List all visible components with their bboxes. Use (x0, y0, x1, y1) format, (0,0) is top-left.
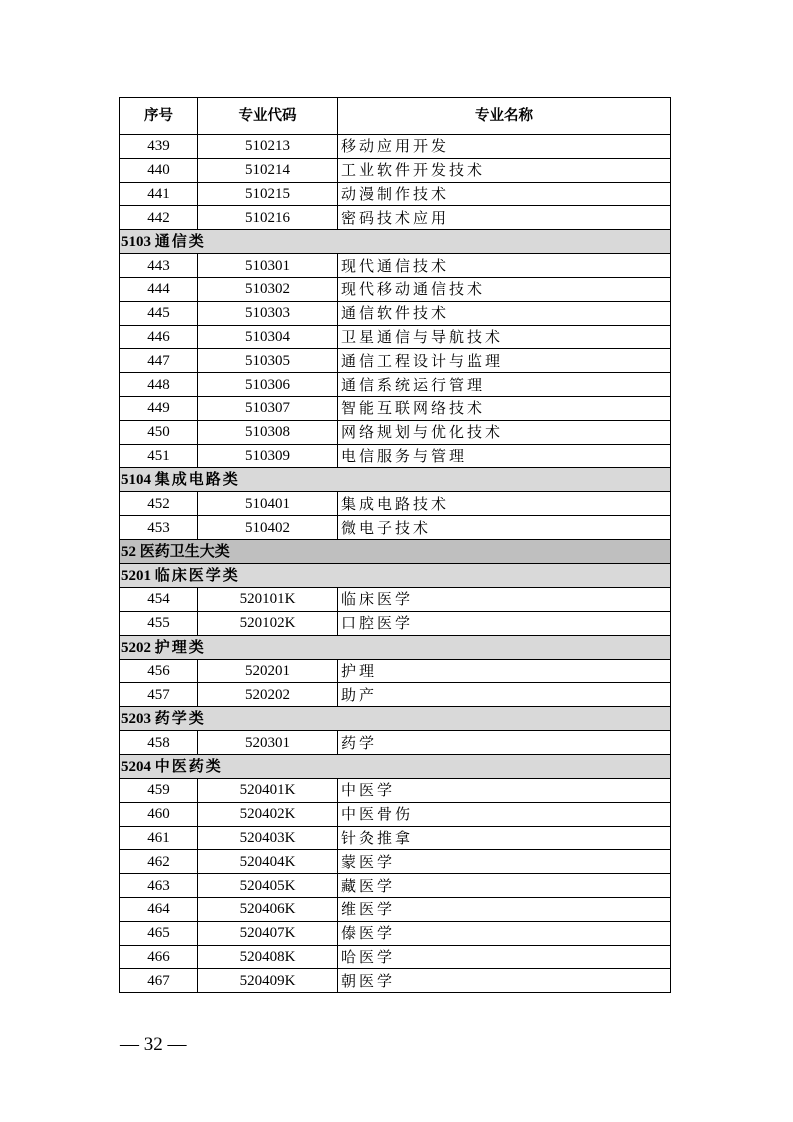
table-row (120, 659, 671, 683)
category-row (120, 754, 671, 778)
category-title (120, 635, 671, 659)
serial-number-cell: 445 (120, 301, 198, 325)
major-catalog-table (119, 97, 671, 993)
major-name-cell: 通信软件技术 (338, 301, 671, 325)
major-name-cell: 卫星通信与导航技术 (338, 325, 671, 349)
category-title (120, 468, 671, 492)
category-row (120, 635, 671, 659)
major-code-cell: 520301 (198, 731, 338, 755)
table-row (120, 945, 671, 969)
serial-number-cell: 440 (120, 158, 198, 182)
table-row (120, 301, 671, 325)
serial-number-cell: 459 (120, 778, 198, 802)
table-row (120, 206, 671, 230)
major-code-cell: 510214 (198, 158, 338, 182)
table-row (120, 420, 671, 444)
serial-number-cell: 444 (120, 277, 198, 301)
category-name: 药学类 (154, 709, 206, 728)
major-name-cell: 药学 (338, 731, 671, 755)
table-body (120, 135, 671, 993)
category-code: 5202 (121, 639, 151, 656)
major-code-cell: 520403K (198, 826, 338, 850)
major-code-cell: 510303 (198, 301, 338, 325)
major-name-cell: 通信工程设计与监理 (338, 349, 671, 373)
serial-number-cell: 443 (120, 254, 198, 278)
major-name-cell: 中医学 (338, 778, 671, 802)
header-major-name: 专业名称 (338, 98, 671, 135)
major-code-cell: 520409K (198, 969, 338, 993)
category-title (120, 230, 671, 254)
table-row (120, 277, 671, 301)
category-name: 临床医学类 (154, 565, 240, 584)
serial-number-cell: 456 (120, 659, 198, 683)
major-code-cell: 520201 (198, 659, 338, 683)
serial-number-cell: 446 (120, 325, 198, 349)
page-number: — 32 — (120, 1034, 187, 1055)
major-name-cell: 集成电路技术 (338, 492, 671, 516)
category-code: 5204 (121, 758, 151, 775)
table-row (120, 516, 671, 540)
category-title (120, 563, 671, 587)
major-name-cell: 助产 (338, 683, 671, 707)
major-code-cell: 520404K (198, 850, 338, 874)
category-name: 护理类 (154, 637, 206, 656)
major-code-cell: 510308 (198, 420, 338, 444)
serial-number-cell: 453 (120, 516, 198, 540)
serial-number-cell: 442 (120, 206, 198, 230)
major-name-cell: 动漫制作技术 (338, 182, 671, 206)
serial-number-cell: 455 (120, 611, 198, 635)
major-code-cell: 510304 (198, 325, 338, 349)
major-name-cell: 通信系统运行管理 (338, 373, 671, 397)
major-name-cell: 哈医学 (338, 945, 671, 969)
major-name-cell: 蒙医学 (338, 850, 671, 874)
table-row (120, 802, 671, 826)
table-row (120, 396, 671, 420)
major-name-cell: 维医学 (338, 897, 671, 921)
table-row (120, 587, 671, 611)
major-code-cell: 520102K (198, 611, 338, 635)
table-row (120, 349, 671, 373)
table-row (120, 731, 671, 755)
major-name-cell: 移动应用开发 (338, 135, 671, 159)
major-name-cell: 朝医学 (338, 969, 671, 993)
table-row (120, 683, 671, 707)
table-row (120, 492, 671, 516)
table-row (120, 158, 671, 182)
table-row (120, 897, 671, 921)
table-row (120, 874, 671, 898)
header-serial-number: 序号 (120, 98, 198, 135)
major-name-cell: 针灸推拿 (338, 826, 671, 850)
major-name-cell: 临床医学 (338, 587, 671, 611)
major-code-cell: 510213 (198, 135, 338, 159)
category-row (120, 468, 671, 492)
category-row (120, 563, 671, 587)
major-code-cell: 510302 (198, 277, 338, 301)
table-row (120, 135, 671, 159)
major-name-cell: 中医骨伤 (338, 802, 671, 826)
header-major-code: 专业代码 (198, 98, 338, 135)
serial-number-cell: 447 (120, 349, 198, 373)
major-category-row (120, 539, 671, 563)
category-code: 5103 (121, 234, 151, 251)
serial-number-cell: 465 (120, 921, 198, 945)
table-row (120, 850, 671, 874)
major-code-cell: 510402 (198, 516, 338, 540)
major-name-cell: 网络规划与优化技术 (338, 420, 671, 444)
major-code-cell: 510306 (198, 373, 338, 397)
category-title (120, 754, 671, 778)
major-name-cell: 现代移动通信技术 (338, 277, 671, 301)
serial-number-cell: 460 (120, 802, 198, 826)
category-code: 52 (121, 543, 136, 560)
table-row (120, 921, 671, 945)
category-code: 5201 (121, 567, 151, 584)
serial-number-cell: 457 (120, 683, 198, 707)
major-code-cell: 520407K (198, 921, 338, 945)
major-name-cell: 护理 (338, 659, 671, 683)
table-row (120, 778, 671, 802)
serial-number-cell: 448 (120, 373, 198, 397)
serial-number-cell: 450 (120, 420, 198, 444)
category-row (120, 230, 671, 254)
major-code-cell: 510301 (198, 254, 338, 278)
table-header-row (120, 98, 671, 135)
serial-number-cell: 467 (120, 969, 198, 993)
major-code-cell: 510215 (198, 182, 338, 206)
major-name-cell: 智能互联网络技术 (338, 396, 671, 420)
serial-number-cell: 461 (120, 826, 198, 850)
major-name-cell: 现代通信技术 (338, 254, 671, 278)
table-row (120, 182, 671, 206)
major-code-cell: 510305 (198, 349, 338, 373)
major-category-title (120, 539, 671, 563)
major-code-cell: 520405K (198, 874, 338, 898)
major-code-cell: 510401 (198, 492, 338, 516)
major-name-cell: 藏医学 (338, 874, 671, 898)
category-code: 5104 (121, 472, 151, 489)
major-code-cell: 510309 (198, 444, 338, 468)
category-name: 通信类 (154, 232, 206, 251)
major-name-cell: 密码技术应用 (338, 206, 671, 230)
major-name-cell: 电信服务与管理 (338, 444, 671, 468)
serial-number-cell: 463 (120, 874, 198, 898)
serial-number-cell: 439 (120, 135, 198, 159)
table-row (120, 325, 671, 349)
major-code-cell: 510307 (198, 396, 338, 420)
serial-number-cell: 452 (120, 492, 198, 516)
serial-number-cell: 458 (120, 731, 198, 755)
major-name-cell: 工业软件开发技术 (338, 158, 671, 182)
serial-number-cell: 454 (120, 587, 198, 611)
major-code-cell: 520202 (198, 683, 338, 707)
major-name-cell: 口腔医学 (338, 611, 671, 635)
category-row (120, 707, 671, 731)
major-code-cell: 520406K (198, 897, 338, 921)
serial-number-cell: 441 (120, 182, 198, 206)
table-row (120, 444, 671, 468)
table-row (120, 826, 671, 850)
major-code-cell: 520408K (198, 945, 338, 969)
serial-number-cell: 464 (120, 897, 198, 921)
table-row (120, 969, 671, 993)
table-row (120, 611, 671, 635)
table-row (120, 254, 671, 278)
serial-number-cell: 462 (120, 850, 198, 874)
major-code-cell: 510216 (198, 206, 338, 230)
serial-number-cell: 466 (120, 945, 198, 969)
major-code-cell: 520101K (198, 587, 338, 611)
table-row (120, 373, 671, 397)
serial-number-cell: 449 (120, 396, 198, 420)
major-code-cell: 520402K (198, 802, 338, 826)
category-name: 医药卫生大类 (139, 541, 230, 560)
serial-number-cell: 451 (120, 444, 198, 468)
category-title (120, 707, 671, 731)
major-code-cell: 520401K (198, 778, 338, 802)
category-code: 5203 (121, 711, 151, 728)
major-name-cell: 微电子技术 (338, 516, 671, 540)
category-name: 集成电路类 (154, 470, 240, 489)
major-name-cell: 傣医学 (338, 921, 671, 945)
category-name: 中医药类 (154, 756, 223, 775)
